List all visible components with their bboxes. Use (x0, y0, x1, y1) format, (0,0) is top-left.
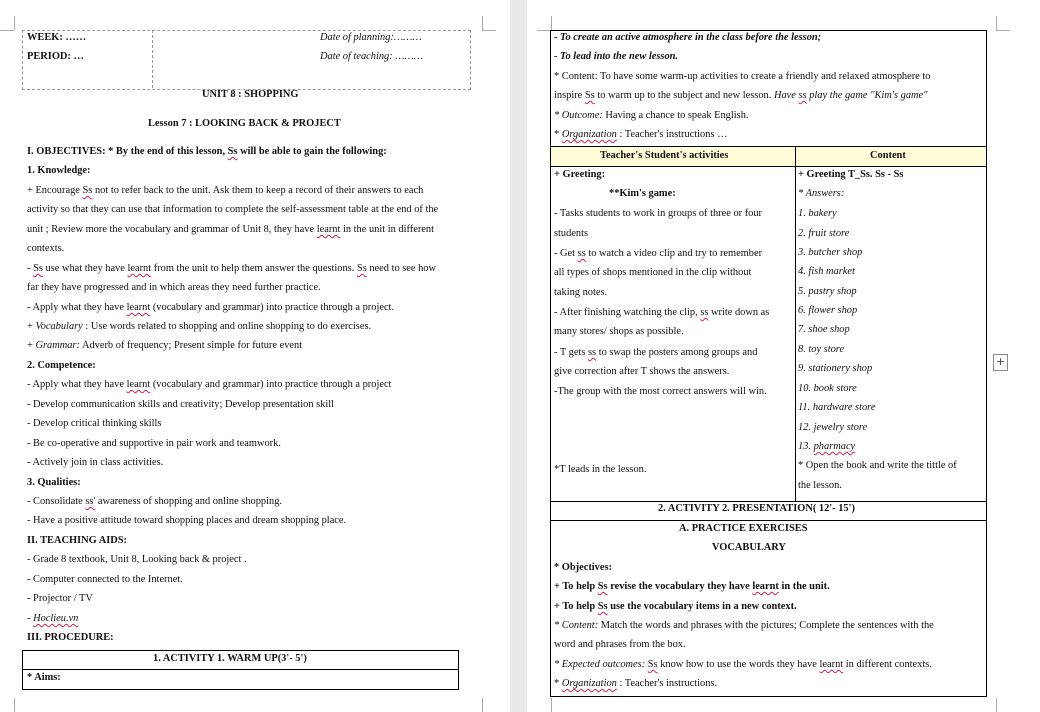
column-header-activities: Teacher's Student's activities (600, 150, 729, 161)
practice-exercises-title: A. PRACTICE EXERCISES (679, 523, 808, 534)
content-line: * Content: To have some warm-up activities to create a friendly and relaxed atmosphere to (554, 71, 931, 82)
column-header-content: Content (870, 150, 906, 161)
competence-line: - Be co-operative and supportive in pair work and teamwork. (27, 438, 281, 449)
week-label: WEEK: …… (27, 32, 87, 43)
crop-mark (482, 16, 483, 30)
aims-label: * Aims: (27, 672, 61, 683)
activity1-title: 1. ACTIVITY 1. WARM UP(3'- 5') (153, 653, 307, 664)
greeting-left: + Greeting: (554, 169, 606, 180)
table-rule (550, 146, 986, 147)
crop-mark (996, 16, 997, 30)
qualities-line: - Consolidate ss' awareness of shopping and online shopping. (27, 496, 283, 507)
competence-line: - Actively join in class activities. (27, 457, 164, 468)
crop-mark (14, 16, 15, 30)
crop-mark (996, 30, 1010, 31)
answer-item: 13. pharmacy (798, 441, 856, 452)
objective-line: + To help Ss revise the vocabulary they have learnt in the unit. (554, 581, 830, 592)
competence-line: - Develop communication skills and creativity; Develop presentation skill (27, 399, 335, 410)
document-page-right (527, 0, 1040, 712)
crop-mark (14, 698, 15, 712)
answer-item: 5. pastry shop (798, 286, 857, 297)
crop-mark (551, 698, 552, 712)
knowledge-line: contexts. (27, 243, 65, 254)
knowledge-line: far they have progressed and in which areas they need further practice. (27, 282, 321, 293)
content-line: inspire Ss to warm up to the subject and new lesson. Have ss play the game "Kim's game" (554, 90, 928, 101)
answer-item: 2. fruit store (798, 228, 850, 239)
date-planning: Date of planning:……… (320, 32, 422, 43)
knowledge-line: + Vocabulary : Use words related to shopping and online shopping to do exercises. (27, 321, 372, 332)
crop-mark (551, 16, 552, 30)
knowledge-heading: 1. Knowledge: (27, 165, 91, 176)
outcome-line: * Outcome: Having a chance to speak English. (554, 110, 749, 121)
add-icon[interactable]: + (993, 354, 1008, 371)
teacher-activity-line: many stores/ shops as possible. (554, 326, 684, 337)
answer-item: 8. toy store (798, 344, 845, 355)
document-page-left (0, 0, 510, 712)
knowledge-line: - Ss use what they have learnt from the unit to help them answer the questions. Ss need to see how (27, 263, 437, 274)
answer-item: 10. book store (798, 383, 857, 394)
answer-item: 6. flower shop (798, 305, 858, 316)
table-rule (550, 520, 986, 521)
lesson-title: Lesson 7 : LOOKING BACK & PROJECT (148, 118, 341, 129)
knowledge-line: activity so that they can use that information to complete the self-assessment table at the end of the (27, 204, 439, 215)
date-teaching: Date of teaching: ……… (320, 51, 424, 62)
organization-line: * Organization : Teacher's instructions. (554, 678, 718, 689)
crop-mark (482, 30, 496, 31)
teacher-activity-line: - Tasks students to work in groups of three or four (554, 208, 763, 219)
activity2-title: 2. ACTIVITY 2. PRESENTATION( 12'- 15') (658, 503, 855, 514)
teacher-activity-line: - After finishing watching the clip, ss write down as (554, 307, 770, 318)
teacher-activity-line: - T gets ss to swap the posters among groups and (554, 347, 758, 358)
knowledge-line: - Apply what they have learnt (vocabulary and grammar) into practice through a project. (27, 302, 395, 313)
greeting-right: + Greeting T_Ss. Ss - Ss (798, 169, 904, 180)
crop-mark (0, 30, 14, 31)
content-line: * Content: Match the words and phrases with the pictures; Complete the sentences with the (554, 620, 934, 631)
qualities-line: - Have a positive attitude toward shopping places and dream shopping place. (27, 515, 347, 526)
unit-title: UNIT 8 : SHOPPING (202, 89, 299, 100)
teaching-aid-item: - Projector / TV (27, 593, 93, 604)
competence-line: - Develop critical thinking skills (27, 418, 162, 429)
teaching-aid-item: - Hoclieu.vn (27, 613, 79, 624)
table-column-divider (795, 146, 796, 501)
teacher-activity-line: - Get ss to watch a video clip and try to remember (554, 248, 763, 259)
crop-mark (537, 30, 551, 31)
objective-line: + To help Ss use the vocabulary items in a new context. (554, 601, 797, 612)
teaching-aid-item: - Grade 8 textbook, Unit 8, Looking back & project . (27, 554, 247, 565)
knowledge-line: unit ; Review more the vocabulary and grammar of Unit 8, they have learnt in the unit in different (27, 224, 434, 235)
crop-mark (996, 698, 997, 712)
qualities-heading: 3. Qualities: (27, 477, 81, 488)
expected-outcomes-line: * Expected outcomes: Ss know how to use the words they have learnt in different contexts. (554, 659, 932, 670)
content-line: word and phrases from the box. (554, 639, 686, 650)
teacher-activity-line: *T leads in the lesson. (554, 464, 647, 475)
teacher-activity-line: give correction after T shows the answers. (554, 366, 730, 377)
hoclieu-link[interactable]: Hoclieu.vn (33, 613, 79, 624)
aim-line: - To create an active atmosphere in the class before the lesson; (554, 32, 822, 43)
answer-item: 7. shoe shop (798, 324, 850, 335)
organization-line: * Organization : Teacher's instructions … (554, 129, 728, 140)
period-label: PERIOD: … (27, 51, 84, 62)
crop-mark (482, 698, 483, 712)
teacher-activity-line: all types of shops mentioned in the clip without (554, 267, 752, 278)
teacher-activity-line: taking notes. (554, 287, 608, 298)
objectives-heading: I. OBJECTIVES: * By the end of this lesson, Ss will be able to gain the following: (27, 146, 387, 157)
kims-game-label: **Kim's game: (609, 188, 676, 199)
teacher-activity-line: -The group with the most correct answers will win. (554, 386, 767, 397)
answer-item: 4. fish market (798, 266, 855, 277)
teacher-activity-line: students (554, 228, 589, 239)
answer-item: 1. bakery (798, 208, 837, 219)
answer-item: 3. butcher shop (798, 247, 863, 258)
table-rule (22, 669, 458, 670)
teaching-aids-heading: II. TEACHING AIDS: (27, 535, 127, 546)
competence-heading: 2. Competence: (27, 360, 96, 371)
vocabulary-title: VOCABULARY (712, 542, 786, 553)
procedure-heading: III. PROCEDURE: (27, 632, 114, 643)
knowledge-line: + Grammar: Adverb of frequency; Present simple for future event (27, 340, 303, 351)
open-book-line: the lesson. (798, 480, 842, 491)
answer-item: 9. stationery shop (798, 363, 873, 374)
header-table-divider (152, 30, 153, 88)
answer-item: 12. jewelry store (798, 422, 868, 433)
open-book-line: * Open the book and write the tittle of (798, 460, 957, 471)
answer-item: 11. hardware store (798, 402, 876, 413)
answers-label: * Answers: (798, 188, 845, 199)
aim-line: - To lead into the new lesson. (554, 51, 679, 62)
table-rule (550, 166, 986, 167)
teaching-aid-item: - Computer connected to the Internet. (27, 574, 183, 585)
objectives-label: * Objectives: (554, 562, 612, 573)
knowledge-line: + Encourage Ss not to refer back to the unit. Ask them to keep a record of their answers to each (27, 185, 424, 196)
competence-line: - Apply what they have learnt (vocabulary and grammar) into practice through a project (27, 379, 392, 390)
